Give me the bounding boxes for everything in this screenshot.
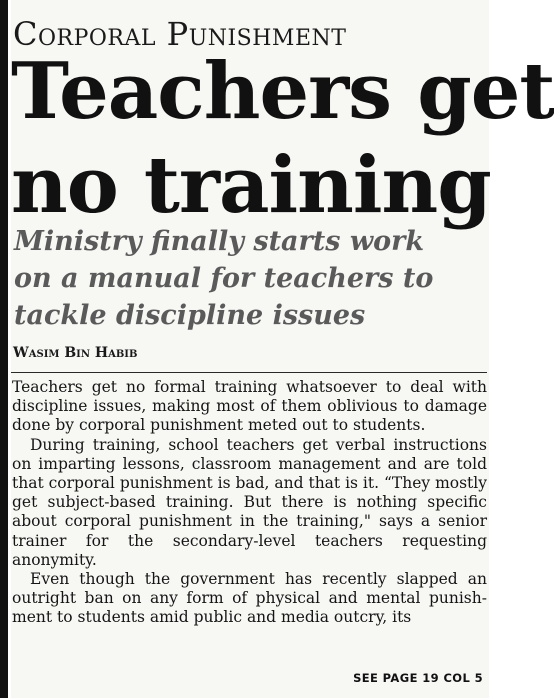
body-paragraph-3: Even though the government has recently slapped an outright ban on any form of physical and mental punishment to students amid public and media outcry, its bbox=[12, 570, 487, 627]
section-kicker: Corporal Punishment bbox=[13, 15, 347, 53]
body-paragraph-2: During training, school teachers get verbal instructions on imparting lessons, classroom management and are told that corporal punishment is bad, and that is it. “They mostly get subject-based training. But there is nothing specific about corporal punishment in the training," says a senior trainer for the secondary-level teachers requesting anonymity. bbox=[12, 435, 487, 569]
page-edge-bar bbox=[0, 0, 8, 698]
continued-on-page-link[interactable]: SEE PAGE 19 COL 5 bbox=[353, 671, 483, 685]
deck-line-2: on a manual for teachers to bbox=[14, 263, 434, 294]
deck-line-3: tackle discipline issues bbox=[14, 300, 366, 331]
body-paragraph-1: Teachers get no formal training whatsoever to deal with discipline issues, making most of them oblivious to damage done by corporal punishment meted out to students. bbox=[12, 378, 487, 435]
newspaper-article bbox=[11, 0, 554, 698]
headline-line-2: no training bbox=[11, 140, 491, 231]
article-body bbox=[12, 378, 487, 628]
headline-line-1: Teachers get bbox=[11, 46, 554, 137]
byline-divider bbox=[11, 372, 487, 373]
deck-line-1: Ministry finally starts work bbox=[14, 226, 425, 257]
byline: Wasim Bin Habib bbox=[13, 345, 138, 361]
